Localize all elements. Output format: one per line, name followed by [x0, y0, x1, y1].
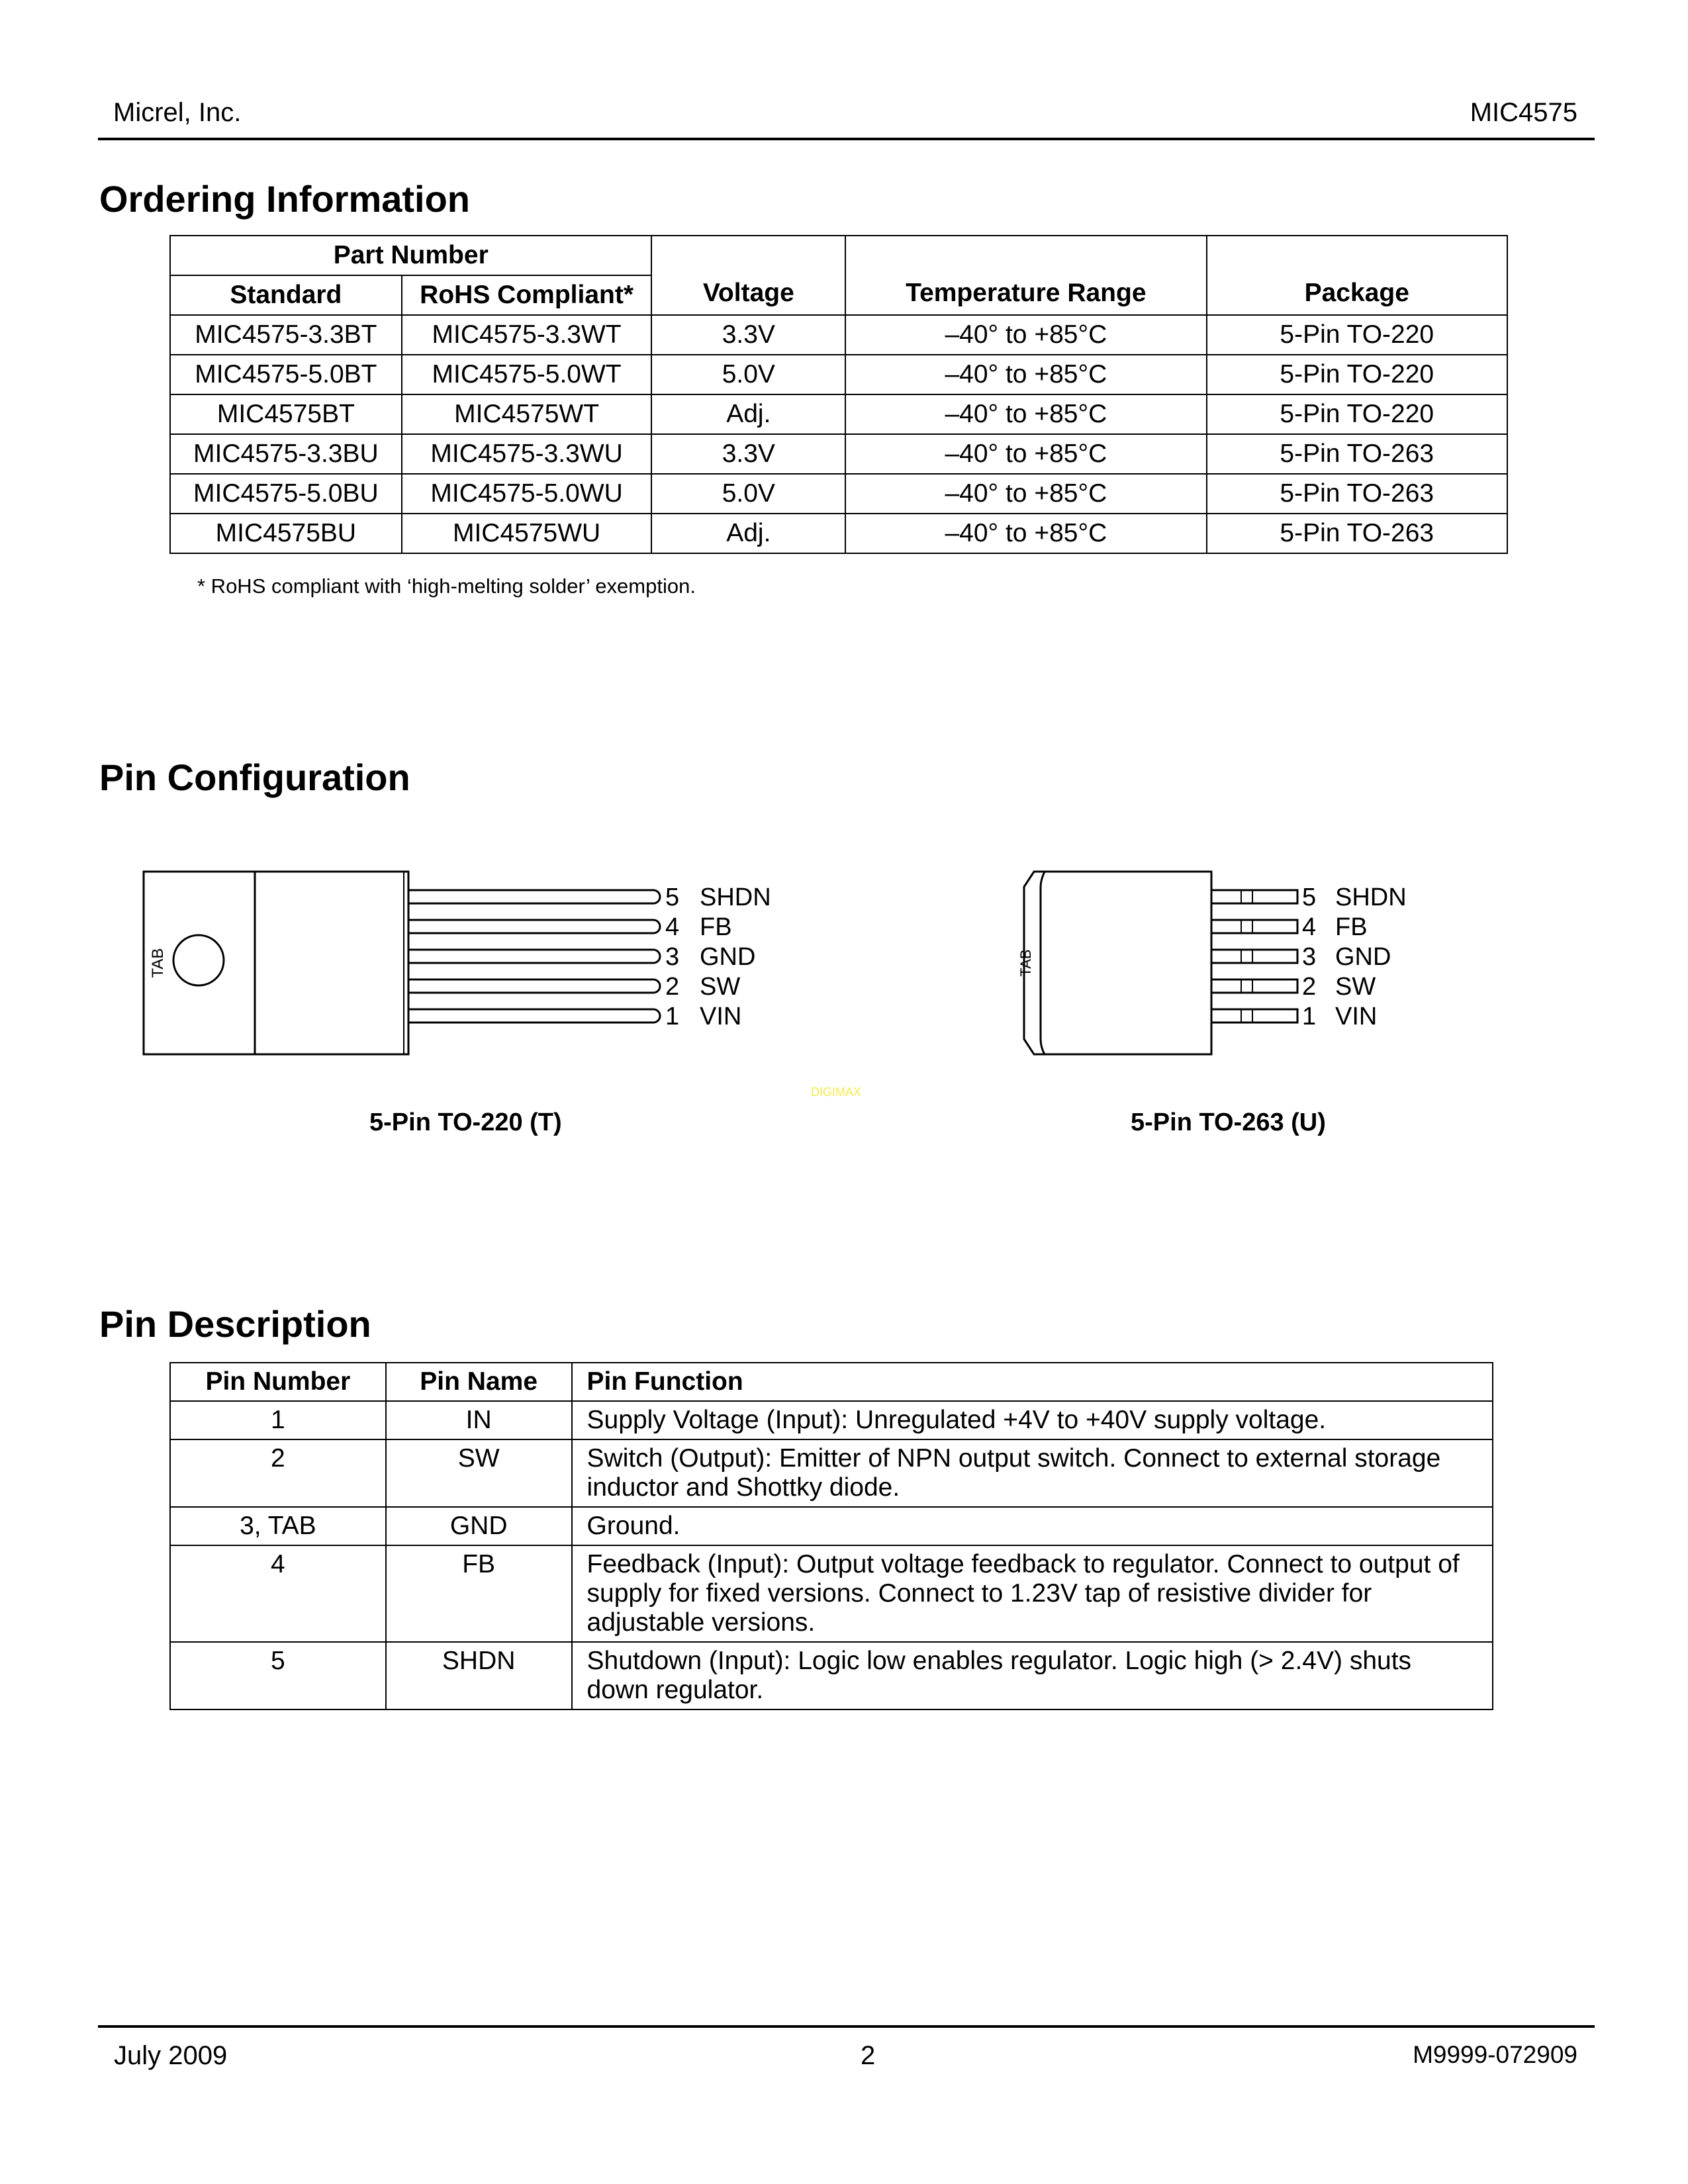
ordering-table [169, 235, 1508, 554]
table-row [170, 315, 1507, 355]
voltage-cell: Adj. [651, 514, 845, 553]
table-row [170, 1401, 1493, 1439]
footer-doc-number: M9999-072909 [1413, 2041, 1577, 2068]
voltage-cell: 3.3V [651, 434, 845, 474]
rohs-cell: MIC4575WU [402, 514, 652, 553]
package-header: Package [1207, 236, 1507, 315]
to263-lead [1211, 920, 1297, 933]
pin-name-label: VIN [1335, 1003, 1378, 1030]
to263-lead [1211, 979, 1297, 993]
package-cell: 5-Pin TO-263 [1207, 434, 1507, 474]
table-row [170, 394, 1507, 434]
watermark: DIGIMAX [811, 1085, 862, 1099]
pin-number-cell: 5 [170, 1642, 386, 1709]
to263-tab-edge [1041, 872, 1045, 1054]
footer-rule [98, 2025, 1595, 2028]
pin-number-label: 5 [665, 884, 680, 911]
to220-diagram [132, 860, 794, 1072]
to220-lead [408, 920, 660, 933]
table-row [170, 355, 1507, 394]
to263-lead [1211, 890, 1297, 903]
pin-name-cell: SW [386, 1439, 572, 1507]
pin-number-cell: 3, TAB [170, 1507, 386, 1545]
pin-number-label: 5 [1302, 884, 1317, 911]
pin-name-header: Pin Name [386, 1363, 572, 1401]
standard-cell: MIC4575BU [170, 514, 402, 553]
pin-name-cell: GND [386, 1507, 572, 1545]
standard-header: Standard [170, 275, 402, 315]
footer-page-number: 2 [861, 2041, 876, 2070]
mounting-hole-icon [173, 935, 224, 985]
package-cell: 5-Pin TO-220 [1207, 355, 1507, 394]
standard-cell: MIC4575-3.3BT [170, 315, 402, 355]
to220-lead [408, 950, 660, 963]
ordering-footnote: * RoHS compliant with ‘high-melting solder’ exemption. [197, 574, 696, 598]
pin-name-cell: SHDN [386, 1642, 572, 1709]
voltage-cell: 5.0V [651, 474, 845, 514]
pin-name-label: FB [700, 913, 732, 941]
pin-number-label: 3 [665, 943, 680, 971]
pin-name-label: SHDN [700, 884, 771, 911]
pin-function-cell: Feedback (Input): Output voltage feedback to regulator. Connect to output of supply for fixed versions. Connect to 1.23V tap of resistive divider for adjustable versions. [572, 1545, 1493, 1642]
pin-number-cell: 2 [170, 1439, 386, 1507]
header-rule [98, 138, 1595, 140]
pin-function-cell: Shutdown (Input): Logic low enables regulator. Logic high (> 2.4V) shuts down regulator. [572, 1642, 1493, 1709]
header-part-number: MIC4575 [1470, 98, 1577, 127]
pin-name-cell: IN [386, 1401, 572, 1439]
to263-caption: 5-Pin TO-263 (U) [1131, 1109, 1326, 1136]
temperature-cell: –40° to +85°C [845, 514, 1206, 553]
pin-name-cell: FB [386, 1545, 572, 1642]
pin-number-cell: 4 [170, 1545, 386, 1642]
pin-number-label: 3 [1302, 943, 1317, 971]
to220-lead [408, 979, 660, 993]
rohs-cell: MIC4575WT [402, 394, 652, 434]
rohs-cell: MIC4575-3.3WT [402, 315, 652, 355]
footer-date: July 2009 [114, 2041, 228, 2070]
voltage-header: Voltage [651, 236, 845, 315]
table-row [170, 514, 1507, 553]
rohs-cell: MIC4575-3.3WU [402, 434, 652, 474]
pin-config-title: Pin Configuration [99, 756, 410, 798]
rohs-header: RoHS Compliant* [402, 275, 652, 315]
pin-description-header-row [170, 1363, 1493, 1401]
to220-body [144, 872, 408, 1054]
temperature-cell: –40° to +85°C [845, 394, 1206, 434]
table-row [170, 1642, 1493, 1709]
standard-cell: MIC4575BT [170, 394, 402, 434]
rohs-cell: MIC4575-5.0WT [402, 355, 652, 394]
voltage-cell: 5.0V [651, 355, 845, 394]
table-row [170, 1545, 1493, 1642]
pin-name-label: GND [1335, 943, 1391, 971]
pin-number-header: Pin Number [170, 1363, 386, 1401]
pin-name-label: SW [700, 973, 741, 1001]
header-company: Micrel, Inc. [113, 98, 242, 127]
temperature-cell: –40° to +85°C [845, 315, 1206, 355]
voltage-cell: Adj. [651, 394, 845, 434]
voltage-cell: 3.3V [651, 315, 845, 355]
pin-function-cell: Supply Voltage (Input): Unregulated +4V to +40V supply voltage. [572, 1401, 1493, 1439]
pin-number-label: 1 [665, 1003, 680, 1030]
table-row [170, 474, 1507, 514]
temperature-header: Temperature Range [845, 236, 1206, 315]
pin-number-label: 2 [1302, 973, 1317, 1001]
pin-number-label: 2 [665, 973, 680, 1001]
package-cell: 5-Pin TO-263 [1207, 514, 1507, 553]
rohs-cell: MIC4575-5.0WU [402, 474, 652, 514]
pin-name-label: SHDN [1335, 884, 1407, 911]
part-number-header: Part Number [170, 236, 651, 275]
pin-description-title: Pin Description [99, 1303, 371, 1345]
to263-diagram [1013, 860, 1476, 1072]
temperature-cell: –40° to +85°C [845, 434, 1206, 474]
temperature-cell: –40° to +85°C [845, 355, 1206, 394]
table-row [170, 1439, 1493, 1507]
to220-tab-label: TAB [149, 948, 167, 978]
pin-function-cell: Ground. [572, 1507, 1493, 1545]
table-row [170, 1507, 1493, 1545]
pin-name-label: FB [1335, 913, 1368, 941]
pin-number-label: 1 [1302, 1003, 1317, 1030]
standard-cell: MIC4575-5.0BU [170, 474, 402, 514]
pin-name-label: VIN [700, 1003, 742, 1030]
to220-lead [408, 1009, 660, 1023]
to263-tab-label: TAB [1017, 949, 1034, 977]
pin-number-label: 4 [665, 913, 680, 941]
to220-lead [408, 890, 660, 903]
pin-number-label: 4 [1302, 913, 1317, 941]
package-cell: 5-Pin TO-263 [1207, 474, 1507, 514]
ordering-header-row-1 [170, 236, 1507, 275]
pin-function-header: Pin Function [572, 1363, 1493, 1401]
package-cell: 5-Pin TO-220 [1207, 394, 1507, 434]
temperature-cell: –40° to +85°C [845, 474, 1206, 514]
to263-lead [1211, 950, 1297, 963]
to220-caption: 5-Pin TO-220 (T) [369, 1109, 562, 1136]
pin-name-label: SW [1335, 973, 1376, 1001]
pin-description-table [169, 1362, 1493, 1710]
pin-number-cell: 1 [170, 1401, 386, 1439]
to263-body [1024, 872, 1211, 1054]
pin-function-cell: Switch (Output): Emitter of NPN output switch. Connect to external storage inductor and Shottky diode. [572, 1439, 1493, 1507]
pin-name-label: GND [700, 943, 756, 971]
standard-cell: MIC4575-3.3BU [170, 434, 402, 474]
ordering-title: Ordering Information [99, 178, 470, 220]
to263-lead [1211, 1009, 1297, 1023]
standard-cell: MIC4575-5.0BT [170, 355, 402, 394]
package-cell: 5-Pin TO-220 [1207, 315, 1507, 355]
table-row [170, 434, 1507, 474]
